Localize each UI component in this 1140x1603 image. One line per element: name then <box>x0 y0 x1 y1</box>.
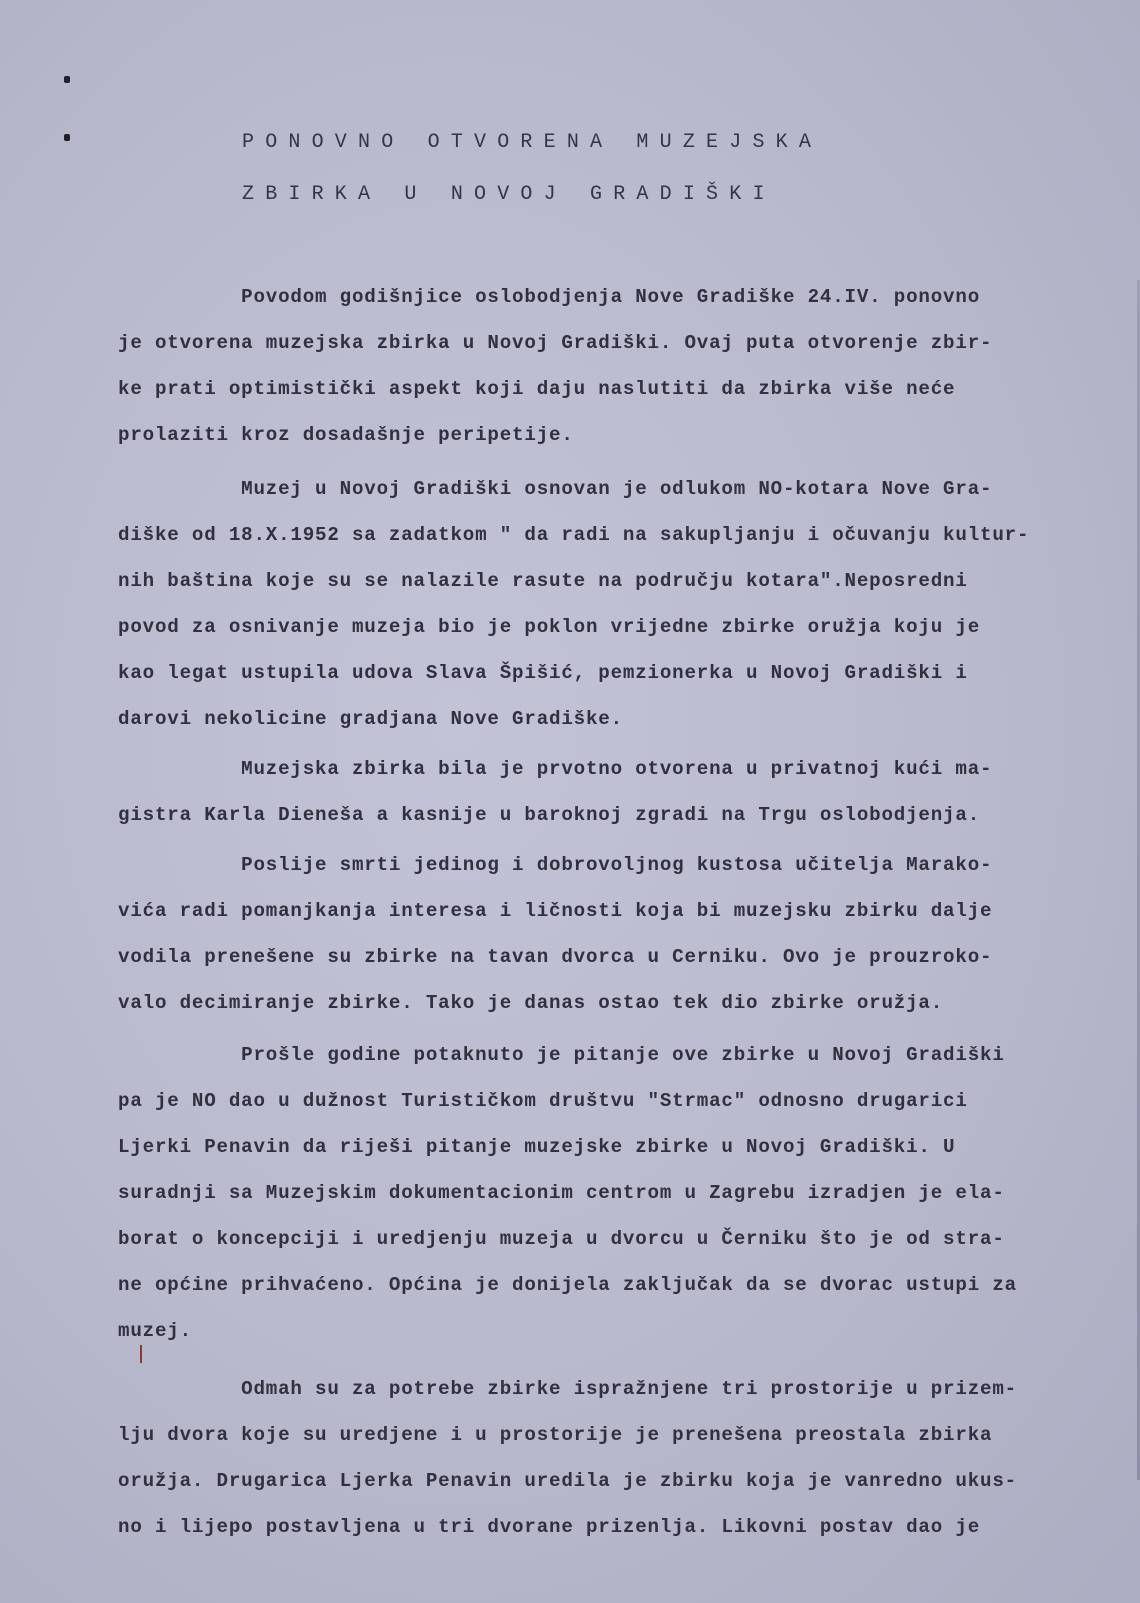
binder-hole-mark <box>64 76 70 83</box>
text-line: ke prati optimistički aspekt koji daju naslutiti da zbirka više neće <box>118 378 956 400</box>
text-line: pa je NO dao u dužnost Turističkom društvu "Strmac" odnosno drugarici <box>118 1090 968 1112</box>
text-line: oružja. Drugarica Ljerka Penavin uredila je zbirku koja je vanredno ukus- <box>118 1470 1017 1492</box>
text-line: vodila prenešene su zbirke na tavan dvorca u Cerniku. Ovo je prouzroko- <box>118 946 993 968</box>
text-line: Muzej u Novoj Gradiški osnovan je odlukom NO-kotara Nove Gra- <box>118 478 993 500</box>
text-line: Poslije smrti jedinog i dobrovoljnog kustosa učitelja Marako- <box>118 854 993 876</box>
paragraph <box>118 842 1098 1026</box>
text-line: povod za osnivanje muzeja bio je poklon vrijedne zbirke oružja koju je <box>118 616 981 638</box>
text-line: je otvorena muzejska zbirka u Novoj Gradiški. Ovaj puta otvorenje zbir- <box>118 332 993 354</box>
document-title-line-1: PONOVNO OTVORENA MUZEJSKA <box>242 131 823 154</box>
text-line: kao legat ustupila udova Slava Špišić, pemzionerka u Novoj Gradiški i <box>118 662 968 684</box>
text-line: no i lijepo postavljena u tri dvorane prizenlja. Likovni postav dao je <box>118 1516 981 1538</box>
paragraph <box>118 274 1098 458</box>
text-line: muzej. <box>118 1320 192 1342</box>
text-line: nih baština koje su se nalazile rasute na području kotara".Neposredni <box>118 570 968 592</box>
text-line: suradnji sa Muzejskim dokumentacionim centrom u Zagrebu izradjen je ela- <box>118 1182 1005 1204</box>
text-line: valo decimiranje zbirke. Tako je danas ostao tek dio zbirke oružja. <box>118 992 944 1014</box>
text-line: Odmah su za potrebe zbirke ispražnjene tri prostorije u prizem- <box>118 1378 1017 1400</box>
text-line: darovi nekolicine gradjana Nove Gradiške. <box>118 708 623 730</box>
text-line: vića radi pomanjkanja interesa i ličnosti koja bi muzejsku zbirku dalje <box>118 900 993 922</box>
text-line: ne općine prihvaćeno. Općina je donijela zaključak da se dvorac ustupi za <box>118 1274 1017 1296</box>
document-title-line-2: ZBIRKA U NOVOJ GRADIŠKI <box>242 183 776 206</box>
text-line: Muzejska zbirka bila je prvotno otvorena u privatnoj kući ma- <box>118 758 993 780</box>
paragraph <box>118 746 1098 838</box>
text-line: Ljerki Penavin da riješi pitanje muzejske zbirke u Novoj Gradiški. U <box>118 1136 956 1158</box>
paragraph <box>118 1366 1098 1550</box>
text-line: Prošle godine potaknuto je pitanje ove zbirke u Novoj Gradiški <box>118 1044 1005 1066</box>
text-line: lju dvora koje su uredjene i u prostorije je prenešena preostala zbirka <box>118 1424 993 1446</box>
text-line: diške od 18.X.1952 sa zadatkom " da radi na sakupljanju i očuvanju kultur- <box>118 524 1030 546</box>
binder-hole-mark <box>64 134 70 141</box>
text-line: Povodom godišnjice oslobodjenja Nove Gradiške 24.IV. ponovno <box>118 286 981 308</box>
paragraph <box>118 466 1098 742</box>
text-line: prolaziti kroz dosadašnje peripetije. <box>118 424 574 446</box>
text-line: borat o koncepciji i uredjenju muzeja u dvorcu u Černiku što je od stra- <box>118 1228 1005 1250</box>
paragraph <box>118 1032 1098 1354</box>
document-body <box>118 274 1098 1550</box>
text-line: gistra Karla Dieneša a kasnije u baroknoj zgradi na Trgu oslobodjenja. <box>118 804 981 826</box>
